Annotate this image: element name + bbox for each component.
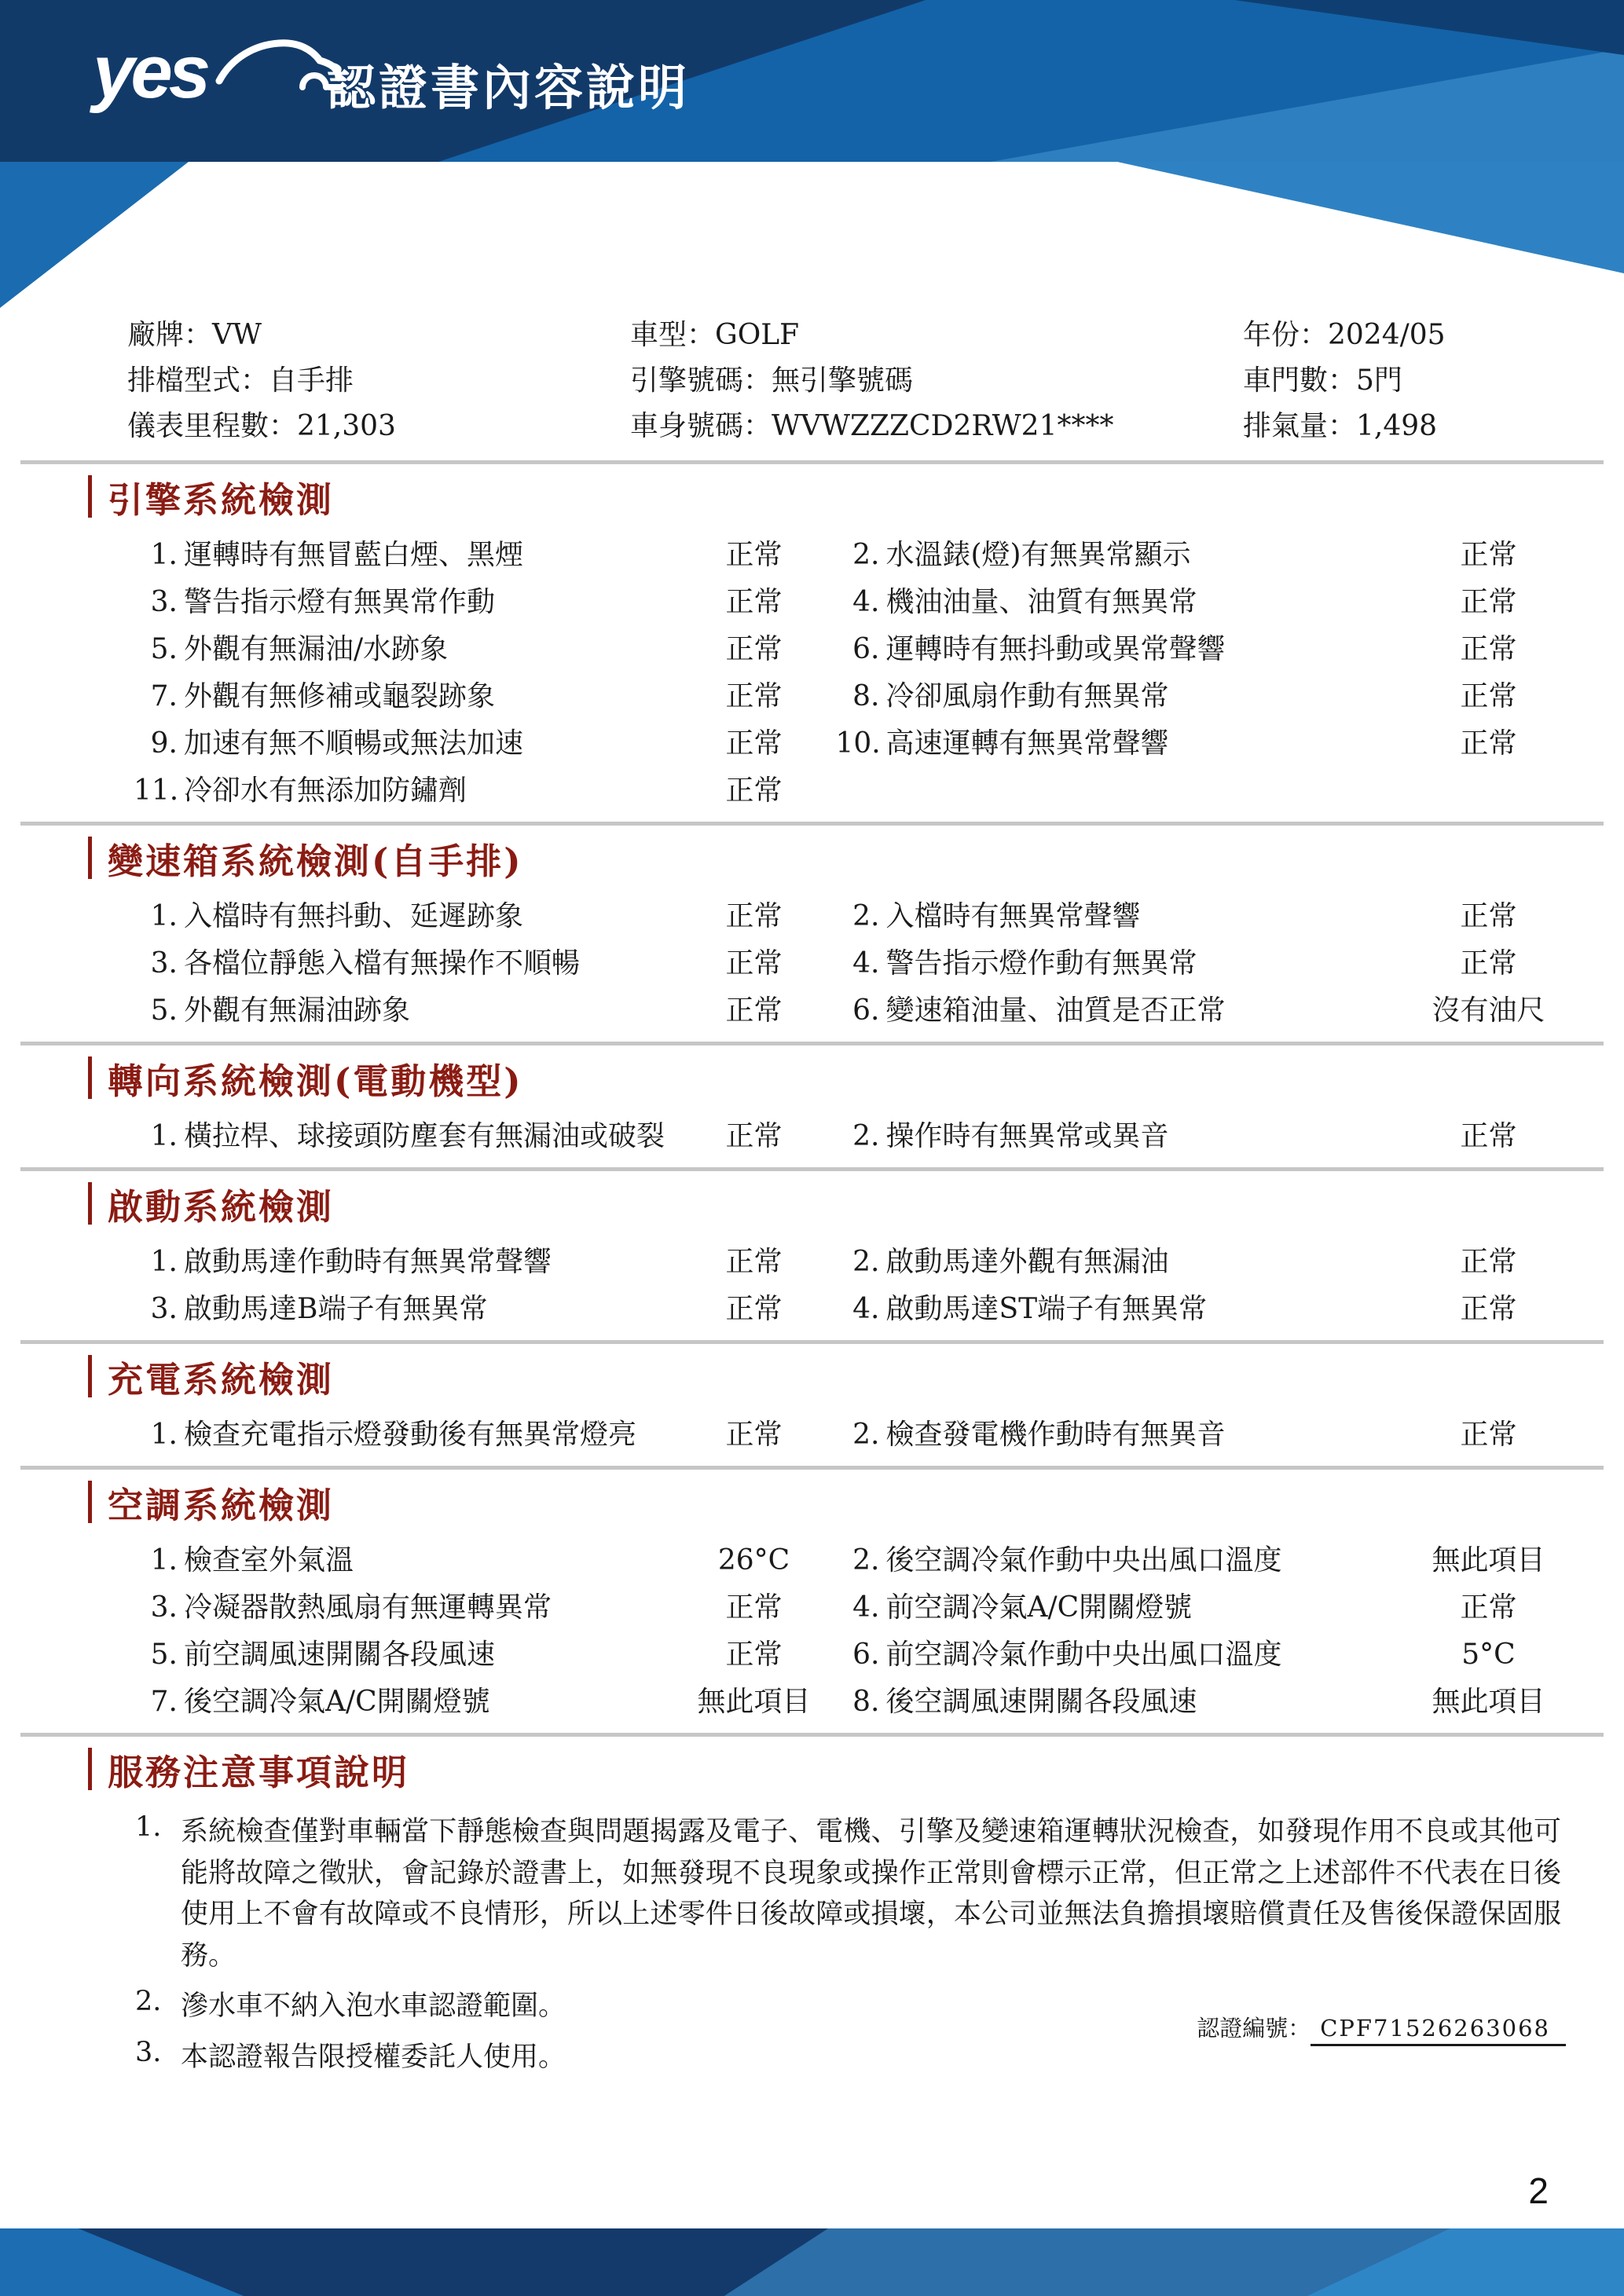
inspection-item [825, 1293, 1562, 1326]
item-text: 加速有無不順暢或無法加速 [184, 727, 524, 760]
item-number: 2. [852, 539, 880, 571]
inspection-item [825, 586, 1562, 619]
inspection-section [88, 837, 1561, 1027]
inspection-row [88, 1591, 1561, 1624]
section-title-text: 充電系統檢測 [108, 1358, 335, 1401]
inspection-row [88, 1246, 1561, 1279]
item-text: 前空調冷氣作動中央出風口溫度 [885, 1639, 1282, 1671]
inspection-row [88, 1686, 1561, 1719]
inspection-item [825, 727, 1562, 760]
inspection-row [88, 633, 1561, 666]
item-number: 3. [150, 1591, 178, 1624]
item-status: 正常 [725, 633, 783, 665]
item-text: 前空調風速開關各段風速 [184, 1639, 496, 1671]
sections-container [88, 460, 1561, 1737]
item-text: 各檔位靜態入檔有無操作不順暢 [184, 947, 581, 980]
item-status: 正常 [1460, 1591, 1517, 1624]
item-status: 正常 [725, 1120, 783, 1152]
inspection-item [88, 1293, 825, 1326]
item-status: 5°C [1461, 1639, 1516, 1671]
yes-logo [93, 30, 346, 114]
item-number: 2. [852, 1246, 880, 1278]
inspection-item [825, 947, 1562, 980]
certificate-number-value: CPF71526263068 [1311, 2015, 1566, 2046]
section-title-bar [88, 475, 92, 518]
inspection-row [88, 1639, 1561, 1672]
item-text: 水溫錶(燈)有無異常顯示 [885, 539, 1191, 571]
inspection-section [88, 1182, 1561, 1326]
item-status: 正常 [1460, 900, 1517, 932]
inspection-item [88, 1246, 825, 1279]
inspection-section [88, 1056, 1561, 1153]
inspection-item [825, 1419, 1562, 1452]
inspection-row [88, 900, 1561, 933]
section-divider [20, 460, 1604, 464]
item-status: 正常 [1460, 633, 1517, 665]
inspection-item [825, 900, 1562, 933]
item-text: 檢查充電指示燈發動後有無異常燈亮 [184, 1419, 637, 1451]
item-text: 機油油量、油質有無異常 [885, 586, 1197, 618]
item-status: 正常 [725, 947, 783, 980]
item-number: 2. [852, 1120, 880, 1152]
inspection-item [88, 774, 825, 807]
item-text: 高速運轉有無異常聲響 [885, 727, 1169, 760]
item-text: 入檔時有無抖動、延遲跡象 [184, 900, 524, 932]
certificate-number-label: 認證編號： [1197, 2015, 1311, 2041]
item-status: 無此項目 [1432, 1544, 1545, 1576]
inspection-item [88, 1120, 825, 1153]
section-title-bar [88, 1056, 92, 1099]
vehicle-info-field: 車身號碼：WVWZZZCD2RW21**** [630, 410, 1114, 442]
inspection-item-empty [825, 774, 1562, 807]
item-text: 外觀有無漏油跡象 [184, 994, 411, 1027]
inspection-item [825, 1591, 1562, 1624]
item-text: 運轉時有無冒藍白煙、黑煙 [184, 539, 524, 571]
item-status: 無此項目 [1432, 1686, 1545, 1718]
item-number: 3. [150, 947, 178, 980]
item-status: 正常 [725, 1419, 783, 1451]
item-text: 警告指示燈有無異常作動 [184, 586, 496, 618]
section-title-text: 空調系統檢測 [108, 1484, 335, 1526]
section-divider [20, 1466, 1604, 1470]
section-title-bar [88, 1481, 92, 1523]
note-text: 系統檢查僅對車輛當下靜態檢查與問題揭露及電子、電機、引擎及變速箱運轉狀況檢查，如發現作用不良或其他可能將故障之徵狀，會記錄於證書上，如無發現不良現象或操作正常則會標示正常，但正常之上述部件不代表在日後使用上不會有故障或不良情形，所以上述零件日後故障或損壞，本公司並無法負擔損壞賠償責任及售後保證保固服務。 [181, 1816, 1561, 1972]
item-status: 沒有油尺 [1432, 994, 1545, 1027]
item-number: 10. [835, 727, 881, 760]
vehicle-info-field: 排檔型式：自手排 [127, 364, 354, 397]
item-text: 外觀有無漏油/水跡象 [184, 633, 449, 665]
section-title [88, 837, 1561, 882]
vehicle-info-field: 引擎號碼：無引擎號碼 [630, 364, 914, 397]
section-title-bar [88, 837, 92, 879]
item-number: 1. [150, 539, 178, 571]
inspection-section [88, 475, 1561, 807]
section-title [88, 1182, 1561, 1228]
item-number: 7. [150, 680, 178, 712]
inspection-item [88, 994, 825, 1027]
vehicle-info-field: 排氣量：1,498 [1243, 410, 1438, 442]
inspection-row [88, 947, 1561, 980]
item-text: 檢查室外氣溫 [184, 1544, 354, 1576]
item-status: 正常 [1460, 1293, 1517, 1325]
item-number: 5. [150, 994, 178, 1027]
inspection-item [88, 1591, 825, 1624]
item-number: 4. [852, 947, 880, 980]
item-number: 5. [150, 1639, 178, 1671]
section-divider [20, 1733, 1604, 1737]
vehicle-info-field: 儀表里程數：21,303 [127, 410, 396, 442]
vehicle-info-field: 車門數：5門 [1243, 364, 1402, 397]
item-text: 變速箱油量、油質是否正常 [885, 994, 1226, 1027]
section-title [88, 1748, 1561, 1793]
note-number: 1. [135, 1811, 162, 1843]
note-number: 2. [135, 1986, 162, 2017]
vehicle-info-field: 年份：2024/05 [1243, 319, 1446, 351]
vehicle-info-column [1243, 313, 1561, 449]
item-status: 正常 [725, 774, 783, 807]
item-number: 9. [150, 727, 178, 760]
item-number: 4. [852, 1293, 880, 1325]
note-number: 3. [135, 2036, 162, 2068]
item-number: 6. [852, 994, 880, 1027]
item-status: 正常 [1460, 727, 1517, 760]
item-number: 6. [852, 633, 880, 665]
section-title-text: 變速箱系統檢測(自手排) [108, 840, 523, 882]
item-status: 26°C [717, 1544, 790, 1576]
inspection-item [88, 947, 825, 980]
certificate-number [1197, 2011, 1566, 2043]
item-status: 正常 [725, 1246, 783, 1278]
item-number: 1. [150, 1544, 178, 1576]
section-title-bar [88, 1355, 92, 1397]
item-number: 11. [134, 774, 179, 807]
header-wedge-right [1117, 162, 1624, 273]
item-status: 正常 [1460, 539, 1517, 571]
header-wedge-left [0, 162, 189, 308]
item-text: 啟動馬達作動時有無異常聲響 [184, 1246, 552, 1278]
item-text: 運轉時有無抖動或異常聲響 [885, 633, 1226, 665]
item-number: 8. [852, 1686, 880, 1718]
item-status: 正常 [725, 900, 783, 932]
inspection-item [88, 586, 825, 619]
inspection-item [88, 1639, 825, 1672]
item-text: 檢查發電機作動時有無異音 [885, 1419, 1226, 1451]
item-status: 正常 [725, 680, 783, 712]
service-note [88, 1811, 1561, 1976]
inspection-item [825, 680, 1562, 713]
inspection-item [825, 1246, 1562, 1279]
page-title: 認證書內容說明 [327, 61, 691, 115]
page-number: 2 [1528, 2170, 1549, 2211]
item-status: 正常 [1460, 586, 1517, 618]
section-title [88, 1481, 1561, 1526]
item-text: 啟動馬達ST端子有無異常 [885, 1293, 1208, 1325]
inspection-row [88, 1544, 1561, 1577]
item-text: 外觀有無修補或龜裂跡象 [184, 680, 496, 712]
inspection-item [88, 727, 825, 760]
inspection-section [88, 1481, 1561, 1719]
item-number: 2. [852, 1544, 880, 1576]
item-text: 啟動馬達B端子有無異常 [184, 1293, 488, 1325]
section-title-text: 引擎系統檢測 [108, 478, 335, 521]
yes-logo-text: yes [93, 30, 207, 114]
item-text: 後空調風速開關各段風速 [885, 1686, 1197, 1718]
item-number: 1. [150, 900, 178, 932]
inspection-row [88, 1419, 1561, 1452]
note-text: 本認證報告限授權委託人使用。 [181, 2041, 566, 2073]
item-text: 操作時有無異常或異音 [885, 1120, 1169, 1152]
item-status: 正常 [725, 539, 783, 571]
inspection-row [88, 1293, 1561, 1326]
inspection-row [88, 539, 1561, 572]
item-text: 警告指示燈作動有無異常 [885, 947, 1197, 980]
section-title-bar [88, 1182, 92, 1225]
section-title [88, 1355, 1561, 1401]
inspection-row [88, 586, 1561, 619]
inspection-item [825, 994, 1562, 1027]
item-text: 後空調冷氣作動中央出風口溫度 [885, 1544, 1282, 1576]
section-title-text: 轉向系統檢測(電動機型) [108, 1060, 523, 1102]
note-text: 滲水車不納入泡水車認證範圍。 [181, 1990, 566, 2022]
item-text: 啟動馬達外觀有無漏油 [885, 1246, 1169, 1278]
service-notes-section [88, 1748, 1561, 2078]
inspection-item [825, 633, 1562, 666]
page-footer [0, 2228, 1624, 2296]
item-number: 1. [150, 1120, 178, 1152]
item-number: 8. [852, 680, 880, 712]
item-number: 1. [150, 1419, 178, 1451]
item-text: 橫拉桿、球接頭防塵套有無漏油或破裂 [184, 1120, 665, 1152]
inspection-row [88, 727, 1561, 760]
item-number: 2. [852, 900, 880, 932]
inspection-item [88, 1686, 825, 1719]
item-number: 4. [852, 1591, 880, 1624]
section-title [88, 1056, 1561, 1102]
inspection-item [825, 539, 1562, 572]
item-status: 正常 [725, 1591, 783, 1624]
item-status: 正常 [725, 727, 783, 760]
inspection-item [825, 1544, 1562, 1577]
item-number: 3. [150, 1293, 178, 1325]
item-status: 正常 [725, 1639, 783, 1671]
item-status: 無此項目 [697, 1686, 811, 1718]
item-status: 正常 [725, 1293, 783, 1325]
inspection-row [88, 680, 1561, 713]
vehicle-info-column [127, 313, 630, 449]
item-number: 7. [150, 1686, 178, 1718]
item-text: 冷卻水有無添加防鏽劑 [184, 774, 467, 807]
inspection-item [825, 1639, 1562, 1672]
inspection-item [88, 1544, 825, 1577]
inspection-item [825, 1120, 1562, 1153]
item-status: 正常 [1460, 1419, 1517, 1451]
item-number: 2. [852, 1419, 880, 1451]
vehicle-info-column [630, 313, 1243, 449]
item-status: 正常 [725, 586, 783, 618]
inspection-row [88, 994, 1561, 1027]
inspection-item [88, 539, 825, 572]
page-header [0, 0, 1624, 162]
item-number: 4. [852, 586, 880, 618]
item-text: 後空調冷氣A/C開關燈號 [184, 1686, 490, 1718]
item-number: 3. [150, 586, 178, 618]
inspection-item [88, 633, 825, 666]
inspection-item [88, 900, 825, 933]
inspection-item [88, 680, 825, 713]
item-status: 正常 [725, 994, 783, 1027]
inspection-row [88, 1120, 1561, 1153]
section-title-text: 服務注意事項說明 [108, 1751, 410, 1793]
item-number: 6. [852, 1639, 880, 1671]
content [0, 313, 1624, 2087]
section-title-text: 啟動系統檢測 [108, 1185, 335, 1228]
vehicle-info [88, 313, 1561, 449]
section-divider [20, 822, 1604, 826]
section-title [88, 475, 1561, 521]
section-divider [20, 1167, 1604, 1171]
item-status: 正常 [1460, 1246, 1517, 1278]
item-text: 冷卻風扇作動有無異常 [885, 680, 1169, 712]
inspection-row [88, 774, 1561, 807]
item-text: 冷凝器散熱風扇有無運轉異常 [184, 1591, 552, 1624]
section-divider [20, 1340, 1604, 1344]
inspection-item [88, 1419, 825, 1452]
item-status: 正常 [1460, 680, 1517, 712]
inspection-item [825, 1686, 1562, 1719]
section-title-bar [88, 1748, 92, 1790]
item-number: 5. [150, 633, 178, 665]
item-status: 正常 [1460, 947, 1517, 980]
item-number: 1. [150, 1246, 178, 1278]
item-status: 正常 [1460, 1120, 1517, 1152]
section-divider [20, 1042, 1604, 1045]
item-text: 入檔時有無異常聲響 [885, 900, 1141, 932]
inspection-section [88, 1355, 1561, 1452]
item-text: 前空調冷氣A/C開關燈號 [885, 1591, 1193, 1624]
vehicle-info-field: 廠牌：VW [127, 319, 262, 351]
vehicle-info-field: 車型：GOLF [630, 319, 800, 351]
